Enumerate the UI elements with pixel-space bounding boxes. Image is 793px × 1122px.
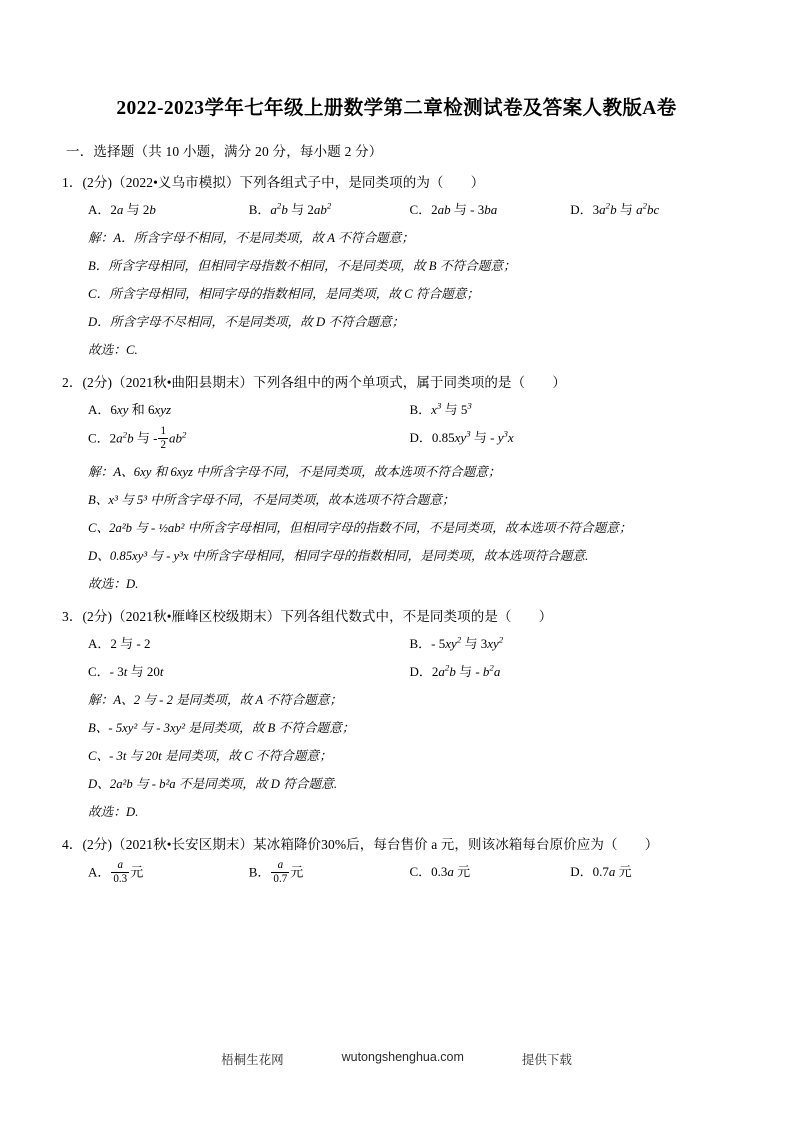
footer-site-name: 梧桐生花网 <box>221 1053 284 1067</box>
option-b[interactable]: B．- $5xy^2$ 与 $3xy^2$ <box>409 634 504 652</box>
option-d[interactable]: D．0.7a 元 <box>570 864 632 880</box>
question-stem: 4．(2分)（2021秋•长安区期末）某冰箱降价30%后，每台售价 a 元，则该冰箱每台原价应为（ ） <box>62 837 659 853</box>
solution-line: C．所含字母相同，相同字母的指数相同，是同类项，故 C 符合题意； <box>88 287 480 301</box>
option-b[interactable]: B． $\frac{a}{0.7}$ 元 <box>248 859 304 885</box>
page-title: 2022-2023学年七年级上册数学第二章检测试卷及答案人教版A卷 <box>116 98 677 119</box>
question-stem: 3．(2分)（2021秋•雁峰区校级期末）下列各组代数式中，不是同类项的是（ ） <box>62 609 553 625</box>
solution-line: D、0.85xy³ 与 - y³x 中所含字母相同，相同字母的指数相同，是同类项，故本选项符合题意. <box>88 549 589 564</box>
question-3 <box>62 605 731 820</box>
option-row <box>62 199 731 218</box>
option-b[interactable]: B．$x^3$ 与 $5^3$ <box>409 400 472 417</box>
option-a[interactable]: A．6xy 和 6xyz <box>88 402 172 417</box>
option-row <box>62 861 731 886</box>
option-row <box>62 399 731 418</box>
option-c[interactable]: C．- 3t 与 20t <box>88 664 164 680</box>
solution-line: D、2a²b 与 - b²a 不是同类项，故 D 符合题意. <box>88 777 338 792</box>
question-1 <box>62 171 731 358</box>
solution-line: 解：A、2 与 - 2 是同类项，故 A 不符合题意； <box>88 693 343 708</box>
option-a[interactable]: A． $\frac{a}{0.3}$ 元 <box>88 859 144 885</box>
option-row <box>62 633 731 652</box>
solution-line: C、- 3t 与 20t 是同类项，故 C 不符合题意； <box>88 749 332 764</box>
option-d[interactable]: D．$2a^2b$ 与 - $b^2a$ <box>409 662 501 680</box>
option-row <box>62 427 731 452</box>
option-d[interactable]: D．$3a^2b$ 与 $a^2bc$ <box>570 200 660 217</box>
option-c[interactable]: C．$2a^2b$ 与 - $\frac{1}{2}$ $ab^2$ <box>88 425 187 451</box>
question-stem: 1．(2分)（2022•义乌市模拟）下列各组式子中，是同类项的为（ ） <box>62 175 485 190</box>
option-b[interactable]: B．$a^2b$ 与 $2ab^2$ <box>248 200 332 217</box>
page-footer <box>0 1050 793 1068</box>
footer-url[interactable]: wutongshenghua.com <box>341 1050 464 1064</box>
question-4 <box>62 833 731 886</box>
solution-line: D．所含字母不尽相同，不是同类项，故 D 不符合题意； <box>88 315 405 329</box>
solution-line: 解：A．所含字母不相同，不是同类项，故 A 不符合题意； <box>88 231 415 245</box>
question-2 <box>62 371 731 592</box>
solution-line: B、x³ 与 5³ 中所含字母不同，不是同类项，故本选项不符合题意； <box>88 493 455 508</box>
solution-line: 解：A、6xy 和 6xyz 中所含字母不同，不是同类项，故本选项不符合题意； <box>88 465 501 480</box>
solution-answer: 故选：D. <box>88 577 139 592</box>
solution-answer: 故选：C. <box>88 343 138 357</box>
solution-line: B．所含字母相同，但相同字母指数不相同，不是同类项，故 B 不符合题意； <box>88 259 516 273</box>
solution-answer: 故选：D. <box>88 805 139 820</box>
footer-action[interactable]: 提供下载 <box>521 1053 572 1067</box>
section-heading: 一．选择题（共 10 小题，满分 20 分，每小题 2 分） <box>66 144 383 159</box>
option-a[interactable]: A．2 与 - 2 <box>88 636 151 652</box>
question-stem: 2．(2分)（2021秋•曲阳县期末）下列各组中的两个单项式，属于同类项的是（ ） <box>62 375 566 390</box>
option-row <box>62 661 731 680</box>
option-d[interactable]: D．$0.85xy^3$ 与 - $y^3x$ <box>409 428 514 445</box>
option-c[interactable]: C．0.3a 元 <box>409 864 471 880</box>
solution-line: B、- 5xy² 与 - 3xy² 是同类项，故 B 不符合题意； <box>88 721 355 736</box>
option-a[interactable]: A．2a 与 2b <box>88 202 156 217</box>
option-c[interactable]: C．2ab 与 - 3ba <box>409 202 498 217</box>
solution-line: C、2a²b 与 - ½ab² 中所含字母相同，但相同字母的指数不同，不是同类项，故本选项不符合题意； <box>88 521 632 536</box>
